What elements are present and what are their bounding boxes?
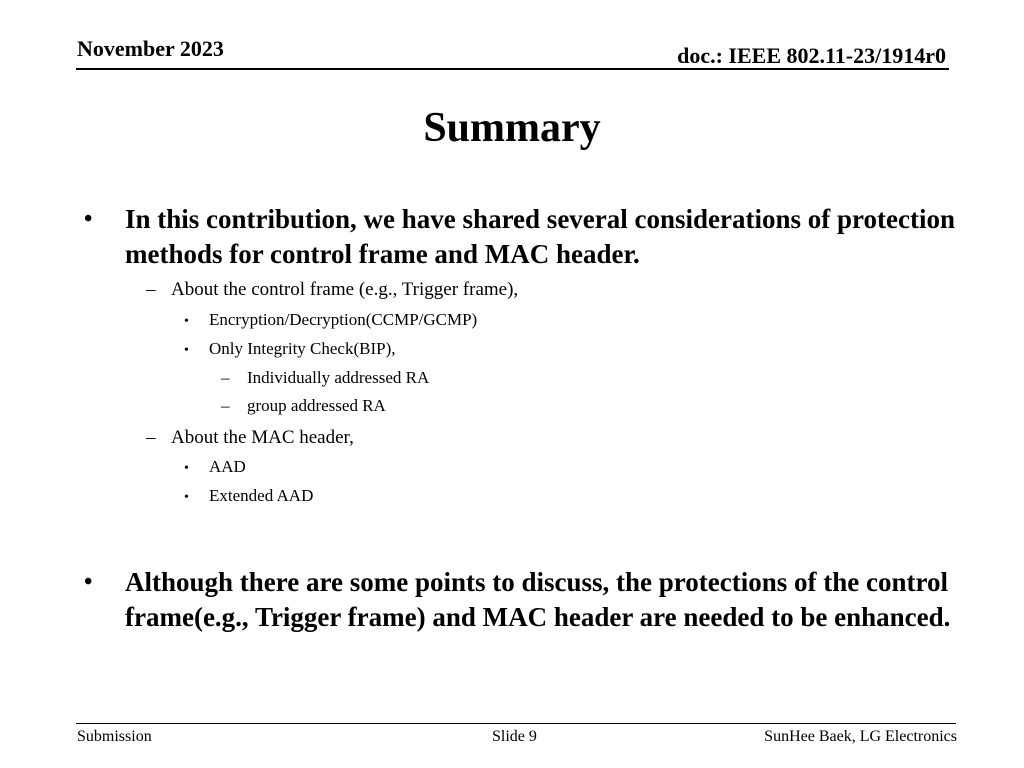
- item-encryption: [184, 310, 477, 330]
- footer-submission: Submission: [77, 728, 152, 745]
- bullet-main-1-text: In this contribution, we have shared several considerations of protection methods for control frame and MAC header.: [125, 204, 955, 269]
- sub-bullet-control-frame-text: About the control frame (e.g., Trigger frame),: [171, 279, 519, 300]
- footer-divider: [76, 723, 956, 724]
- item-aad: [184, 457, 246, 477]
- bullet-marker: •: [184, 314, 189, 329]
- sub-bullet-mac-header-text: About the MAC header,: [171, 427, 354, 448]
- bullet-main-2: [84, 565, 974, 635]
- sub-bullet-mac-header: [146, 427, 354, 449]
- dash-marker: –: [221, 396, 230, 415]
- dash-marker: –: [146, 279, 156, 300]
- slide-title: Summary: [423, 105, 601, 151]
- subitem-group-ra-text: group addressed RA: [247, 396, 386, 415]
- bullet-marker: •: [84, 206, 93, 232]
- footer-author: SunHee Baek, LG Electronics: [764, 728, 957, 745]
- subitem-individual-ra-text: Individually addressed RA: [247, 368, 430, 387]
- item-aad-text: AAD: [209, 457, 246, 476]
- header-doc-id: doc.: IEEE 802.11-23/1914r0: [677, 43, 946, 68]
- bullet-main-1: [84, 202, 974, 272]
- item-integrity-check: [184, 339, 396, 359]
- bullet-marker: •: [184, 461, 189, 476]
- item-integrity-check-text: Only Integrity Check(BIP),: [209, 339, 396, 358]
- bullet-marker: •: [84, 569, 93, 595]
- item-extended-aad: [184, 486, 313, 506]
- footer-slide-number: Slide 9: [492, 728, 537, 745]
- dash-marker: –: [146, 427, 156, 448]
- sub-bullet-control-frame: [146, 279, 518, 301]
- header-date: November 2023: [77, 36, 224, 61]
- dash-marker: –: [221, 368, 230, 387]
- item-encryption-text: Encryption/Decryption(CCMP/GCMP): [209, 310, 478, 329]
- bullet-main-2-text: Although there are some points to discuss, the protections of the control frame(e.g., Trigger frame) and MAC header are needed to be enhanced.: [125, 567, 951, 632]
- bullet-marker: •: [184, 490, 189, 505]
- header-divider: [76, 68, 949, 70]
- item-extended-aad-text: Extended AAD: [209, 486, 314, 505]
- subitem-individual-ra: [221, 368, 429, 388]
- subitem-group-ra: [221, 396, 386, 416]
- bullet-marker: •: [184, 343, 189, 358]
